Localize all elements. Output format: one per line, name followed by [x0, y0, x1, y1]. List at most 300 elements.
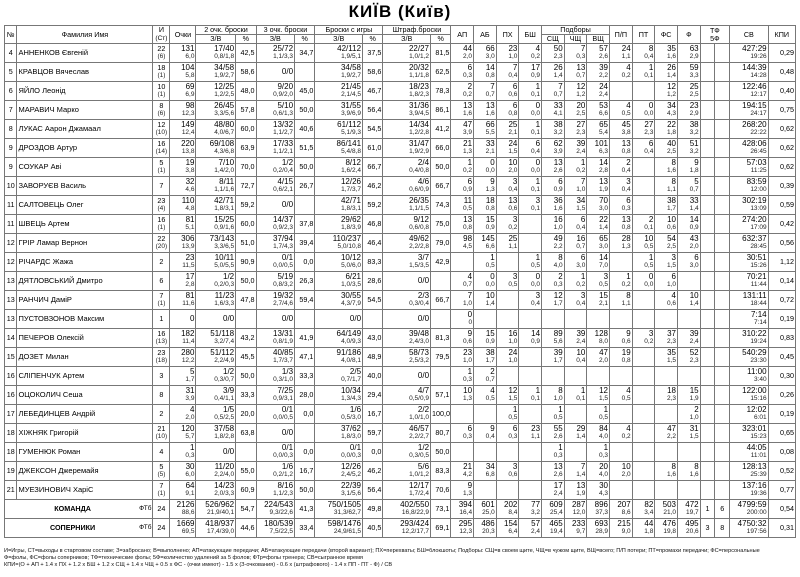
minutes-total: 122:00 [742, 386, 767, 395]
stat-tov-total: 25 [508, 120, 518, 129]
stat-sd-avg: 1,0 [553, 224, 563, 231]
stat-tov [496, 310, 519, 329]
stat-tov-avg: 6,4 [508, 528, 518, 535]
stat-blk-avg: 0,9 [485, 338, 495, 345]
stat-sd-total: 2 [558, 272, 563, 281]
stat-pp-total: 45 [621, 120, 631, 129]
stat-stl-avg: 0,5 [530, 262, 541, 269]
table-row [5, 158, 796, 177]
stat-pp-avg: 1,1 [621, 53, 631, 60]
minutes [730, 120, 769, 139]
fg2 [196, 348, 236, 367]
stat-fs-avg: 1,4 [666, 72, 676, 79]
points-avg: 12,4 [181, 129, 195, 136]
header-fg: Броски с игры [315, 26, 383, 35]
minutes-avg: 18:44 [750, 300, 767, 307]
stat-tov-total: 7 [512, 63, 518, 72]
header-min: СВ [730, 26, 769, 44]
fg3 [256, 481, 295, 500]
stat-blk [474, 462, 497, 481]
ft-avg: 2,2/2,8 [409, 243, 430, 250]
minutes-total: 7:14 [751, 310, 767, 319]
stat-tov-total: 6 [512, 82, 518, 91]
points [170, 367, 196, 386]
kpi: 0,19 [768, 310, 795, 329]
stat-f [677, 82, 700, 101]
fg3-avg: 1,7/4,3 [273, 243, 294, 250]
tech-fouls [700, 443, 715, 462]
ft-total: 39/48 [408, 329, 430, 338]
stat-pp-avg: 0,4 [621, 167, 631, 174]
fg3-avg: 0,9/2,3 [273, 224, 294, 231]
points [170, 63, 196, 82]
stat-tr-avg: 7,0 [598, 262, 609, 269]
fg2-avg: 0,2/0,3 [214, 281, 235, 288]
player-number: 16 [5, 386, 17, 405]
minutes [730, 139, 769, 158]
fg2-total: 69/108 [209, 139, 235, 148]
stat-pp-total: 10 [621, 462, 631, 471]
ft-total: 58/73 [408, 348, 430, 357]
stat-fs-avg: 1,2 [666, 91, 676, 98]
stat-tr-avg: 37,3 [595, 509, 609, 516]
fg2 [196, 120, 236, 139]
stat-pp [610, 253, 633, 272]
stat-f [677, 177, 700, 196]
fg3-total: 19/32 [273, 291, 294, 300]
stat-od-total: 1 [580, 158, 586, 167]
stat-blk-avg: 20,3 [482, 528, 495, 535]
table-row [5, 272, 796, 291]
ft-avg: 1,2/2,8 [409, 129, 430, 136]
fg2-total: 0/0 [223, 447, 235, 456]
fg2-pct: 63,8 [236, 424, 256, 443]
minutes-total: 428:06 [742, 139, 767, 148]
ft-avg: 1,8/2,3 [409, 91, 430, 98]
stat-ast-total: 7 [467, 291, 473, 300]
fg-total: 110/237 [332, 234, 362, 243]
stat-sd-total: 89 [553, 329, 563, 338]
player-name: МАРАВИЧ Марко [17, 101, 153, 120]
header-no: № [5, 26, 17, 44]
kpi: 0,14 [768, 272, 795, 291]
stat-f [677, 291, 700, 310]
points-total: 4 [190, 405, 195, 414]
stat-pp [610, 462, 633, 481]
stat-pp-total: 6 [626, 196, 631, 205]
stat-od [564, 405, 587, 424]
fg3-total: 180/539 [264, 519, 294, 528]
fg2-avg: 3,3/6,5 [214, 243, 235, 250]
stat-pt-total: 1 [648, 63, 654, 72]
stat-tr [587, 310, 610, 329]
stat-pp-avg: 9,0 [621, 528, 631, 535]
ft-pct [431, 310, 451, 329]
kpi: 0,77 [768, 481, 795, 500]
stat-pt [632, 63, 655, 82]
stat-tov-total: 23 [508, 44, 518, 53]
stat-tr [587, 348, 610, 367]
stat-ast [451, 481, 474, 500]
tech-fouls [700, 177, 715, 196]
stat-f [677, 405, 700, 424]
fg-total: 8/12 [345, 158, 362, 167]
stat-f-total: 59 [689, 63, 699, 72]
stat-tov [496, 101, 519, 120]
fg2-pct [236, 443, 256, 462]
fg3-avg: 1,1/2,3 [273, 490, 294, 497]
stat-od-total: 16 [576, 234, 586, 243]
minutes [730, 196, 769, 215]
stat-f-avg: 1,4 [689, 300, 699, 307]
fg [315, 291, 363, 310]
fg-avg: 0,5/3,0 [341, 414, 362, 421]
fg2 [196, 272, 236, 291]
minutes-total: 194:15 [742, 101, 767, 110]
fg-total: 10/12 [340, 253, 362, 262]
fg2 [196, 101, 236, 120]
stat-pt [632, 310, 655, 329]
stat-od-avg: 12,0 [572, 509, 586, 516]
stat-blk-total: 2 [490, 367, 495, 376]
stat-tov-avg: 0,5 [508, 414, 518, 421]
stat-f-total: 9 [694, 158, 699, 167]
stat-od [564, 177, 587, 196]
ft-pct: 50,0 [431, 158, 451, 177]
points [170, 196, 196, 215]
stat-tov [496, 462, 519, 481]
minutes-avg: 12:00 [750, 186, 767, 193]
stat-sd-total: 17 [553, 481, 563, 490]
fg-pct: 29,4 [363, 386, 383, 405]
player-name: САЛТОВЕЦЬ Олег [17, 196, 153, 215]
fg3-total: 0/1 [281, 443, 294, 452]
stat-sd-total: 49 [553, 234, 563, 243]
kpi: 1,12 [768, 253, 795, 272]
stat-pp [610, 348, 633, 367]
stat-blk [474, 367, 497, 386]
fg-avg: 1,8/3,9 [341, 224, 362, 231]
fg3-pct: 26,3 [295, 272, 315, 291]
stat-blk [474, 139, 497, 158]
stat-tr [587, 405, 610, 424]
stat-pt-total: 0 [648, 272, 654, 281]
fg2 [196, 500, 236, 519]
games [153, 272, 170, 291]
stat-tov [496, 443, 519, 462]
tech-fouls [700, 253, 715, 272]
stat-f-avg: 3,3 [689, 72, 699, 79]
stat-ast [451, 405, 474, 424]
fg2-pct: 43,2 [236, 329, 256, 348]
stat-f-avg: 1,0 [689, 414, 699, 421]
ft [383, 196, 431, 215]
header-blk: АБ [474, 26, 497, 44]
fg2-pct [236, 310, 256, 329]
five-fouls: 8 [715, 519, 730, 538]
ft-total: 0/0 [417, 314, 430, 323]
stat-f-avg: 2,5 [689, 91, 699, 98]
stat-stl [519, 120, 542, 139]
fg-avg: 1,8/3,0 [341, 433, 362, 440]
stat-pp-avg: 1,3 [621, 243, 631, 250]
stat-stl-avg: 0,2 [530, 53, 541, 60]
stat-blk-avg: 1,4 [485, 300, 495, 307]
stat-od-avg: 1,2 [576, 91, 586, 98]
stat-blk-total: 10 [485, 291, 495, 300]
points-total: 69 [185, 82, 195, 91]
points-avg: 5,8 [185, 72, 195, 79]
stat-blk [474, 101, 497, 120]
player-number: 19 [5, 462, 17, 481]
fg3-avg: 1,7/3,7 [273, 357, 294, 364]
games [153, 82, 170, 101]
minutes [730, 481, 769, 500]
stat-stl [519, 386, 542, 405]
stat-stl-avg: 0,1 [530, 129, 541, 136]
table-row [5, 120, 796, 139]
stat-tov [496, 329, 519, 348]
minutes [730, 310, 769, 329]
stat-pt [632, 500, 655, 519]
player-name: ЛУКАС Аарон Джамаал [17, 120, 153, 139]
points-total: 19 [185, 158, 195, 167]
stat-sd-total: 62 [553, 139, 563, 148]
fg3-pct [295, 63, 315, 82]
minutes-avg: 15:23 [750, 433, 767, 440]
tech-fouls [700, 196, 715, 215]
stat-ast-total: 9 [467, 329, 473, 338]
minutes-total: 57:03 [746, 158, 767, 167]
stat-pp [610, 63, 633, 82]
stat-f-avg: 2,4 [689, 338, 699, 345]
games [153, 443, 170, 462]
ft-avg: 0,6/0,9 [409, 186, 430, 193]
player-number: 16 [5, 367, 17, 386]
player-name: ДРОЗДОВ Артур [17, 139, 153, 158]
table-row [5, 348, 796, 367]
ft-total: 31/47 [408, 139, 430, 148]
player-name: ШВЕЦЬ Артем [17, 215, 153, 234]
stat-fs [655, 310, 678, 329]
fg2-total: 73/143 [209, 234, 235, 243]
five-fouls [715, 348, 730, 367]
player-number: 13 [5, 272, 17, 291]
player-name: ХІЖНЯК Григорій [17, 424, 153, 443]
stat-tov-total: 154 [504, 519, 518, 528]
stat-pt-total: 2 [648, 215, 654, 224]
stat-fs [655, 405, 678, 424]
kpi: 0,45 [768, 348, 795, 367]
five-fouls [715, 253, 730, 272]
fg [315, 500, 363, 519]
stat-pp-avg: 0,8 [621, 148, 631, 155]
stat-ast-avg: 3,9 [463, 129, 473, 136]
points-avg: 5,7 [185, 433, 195, 440]
stat-sd-avg: 3,2 [553, 129, 563, 136]
minutes-total: 70:21 [746, 272, 767, 281]
fg-avg: 1,7/3,7 [341, 186, 362, 193]
ft [383, 272, 431, 291]
header-ft: Штраф.броски [383, 26, 451, 35]
five-fouls [715, 291, 730, 310]
stat-stl-avg: 0,4 [530, 148, 541, 155]
team-tag: ФТб [139, 524, 152, 531]
fg-total: 2/5 [349, 367, 362, 376]
stat-f-total: 52 [689, 348, 699, 357]
table-row [5, 215, 796, 234]
fg2 [196, 291, 236, 310]
fg [315, 310, 363, 329]
stat-tov-avg: 1,0 [508, 53, 518, 60]
stat-sd-avg: 1,4 [553, 72, 563, 79]
stat-pp-avg: 0,2 [621, 72, 631, 79]
fg3-pct: 26,7 [295, 177, 315, 196]
stat-sd [542, 139, 565, 158]
ft-pct: 73,1 [431, 500, 451, 519]
points [170, 424, 196, 443]
stat-fs-avg: 21,0 [663, 509, 676, 516]
player-name: ГРІР Ламар Вернон [17, 234, 153, 253]
stat-tr [587, 500, 610, 519]
stat-pp [610, 158, 633, 177]
stat-tov [496, 177, 519, 196]
points-total: 23 [185, 253, 195, 262]
fg3-pct: 0,0 [295, 405, 315, 424]
stat-od-avg: 0,7 [576, 243, 586, 250]
games [153, 158, 170, 177]
games-count: 24 [157, 523, 166, 532]
tech-fouls: 3 [700, 519, 715, 538]
fg3-pct [295, 424, 315, 443]
stat-sd-avg: 2,6 [553, 433, 563, 440]
stat-tov [496, 82, 519, 101]
stat-blk-total: 4 [490, 386, 495, 395]
stat-pp [610, 291, 633, 310]
stat-ast [451, 253, 474, 272]
fg [315, 424, 363, 443]
fg3-pct [295, 196, 315, 215]
stat-stl [519, 329, 542, 348]
stat-stl-total: 0 [535, 272, 541, 281]
header-reb-off: ЧЩ [564, 35, 587, 44]
starts-count: (10) [155, 433, 168, 440]
fg-avg: 1,9/5,1 [341, 53, 362, 60]
fg-avg: 1,8/3,1 [341, 205, 362, 212]
minutes [730, 158, 769, 177]
fg-avg: 4,3/7,9 [341, 300, 362, 307]
fg-avg: 2,1/4,5 [341, 91, 362, 98]
header-fs: ФС [655, 26, 678, 44]
stat-pp-avg: 0,2 [621, 433, 631, 440]
ft-avg: 1,0/1,2 [409, 53, 430, 60]
player-name: ДЖЕКСОН Джеремайя [17, 462, 153, 481]
ft-pct: 41,2 [431, 120, 451, 139]
stat-stl [519, 348, 542, 367]
stat-sd-avg: 2,2 [553, 243, 563, 250]
stat-tr-total: 53 [599, 101, 609, 110]
fg2 [196, 177, 236, 196]
stat-tov [496, 196, 519, 215]
stat-tr-total: 70 [599, 196, 609, 205]
minutes-avg: 12:17 [750, 91, 767, 98]
stat-f [677, 63, 700, 82]
fg2-avg: 4,0/6,7 [214, 129, 235, 136]
ft-total: 20/32 [408, 63, 430, 72]
fg2 [196, 462, 236, 481]
fg3-total: 5/10 [277, 101, 294, 110]
fg-total: 22/39 [340, 481, 362, 490]
stat-fs-total: 6 [671, 272, 676, 281]
fg3-total: 40/85 [273, 348, 294, 357]
stat-fs-avg: 19,8 [663, 528, 676, 535]
stat-od-total: 20 [576, 101, 586, 110]
minutes-total: 83:59 [746, 177, 767, 186]
minutes [730, 348, 769, 367]
minutes-avg: 19:26 [750, 53, 767, 60]
fg-pct: 54,5 [363, 291, 383, 310]
fg3-pct: 0,0 [295, 253, 315, 272]
stat-pt [632, 386, 655, 405]
stat-fs [655, 519, 678, 538]
player-name: РІЧАРДС Жажа [17, 253, 153, 272]
stat-fs-avg: 1,7 [666, 205, 676, 212]
stat-blk-avg: 0,7 [485, 91, 495, 98]
minutes [730, 63, 769, 82]
ft [383, 291, 431, 310]
five-fouls [715, 196, 730, 215]
stat-tov-avg: 0,3 [508, 433, 518, 440]
stat-od-total: 39 [576, 139, 586, 148]
tech-fouls [700, 63, 715, 82]
stat-ast [451, 82, 474, 101]
stat-sd [542, 215, 565, 234]
stat-stl [519, 196, 542, 215]
five-fouls [715, 177, 730, 196]
stat-stl-total: 57 [531, 519, 541, 528]
stat-stl [519, 291, 542, 310]
fg2-avg: 3,2/7,4 [214, 338, 235, 345]
fg-pct: 48,9 [363, 348, 383, 367]
stat-blk [474, 386, 497, 405]
fg3-total: 0/0 [281, 428, 294, 437]
stat-stl [519, 519, 542, 538]
stat-pp-avg: 0,2 [621, 281, 631, 288]
table-row [5, 310, 796, 329]
minutes-total: 11:00 [747, 367, 767, 376]
stat-fs-total: 10 [667, 215, 676, 224]
fg3-total: 17/33 [273, 139, 294, 148]
stat-fs-avg: 1,6 [666, 53, 676, 60]
stat-fs-avg: 2,2 [666, 433, 676, 440]
ft-avg: 2,5/3,2 [409, 357, 430, 364]
ft-total: 3/7 [417, 253, 430, 262]
stat-tr-avg: 0,5 [598, 281, 609, 288]
stat-blk-avg: 0,8 [485, 205, 495, 212]
stat-tov [496, 44, 519, 63]
stat-f-avg: 0,7 [689, 186, 699, 193]
minutes-avg: 6:01 [753, 414, 767, 421]
fg2-total: 26/45 [214, 101, 235, 110]
stat-pp [610, 386, 633, 405]
minutes-avg: 25:39 [750, 471, 767, 478]
stat-stl-avg: 0,9 [530, 338, 541, 345]
player-number: 13 [5, 310, 17, 329]
ft-pct: 66,0 [431, 139, 451, 158]
stat-pp-total: 13 [621, 139, 631, 148]
minutes-total: 12:02 [746, 405, 767, 414]
stat-tr-total: 14 [599, 158, 609, 167]
